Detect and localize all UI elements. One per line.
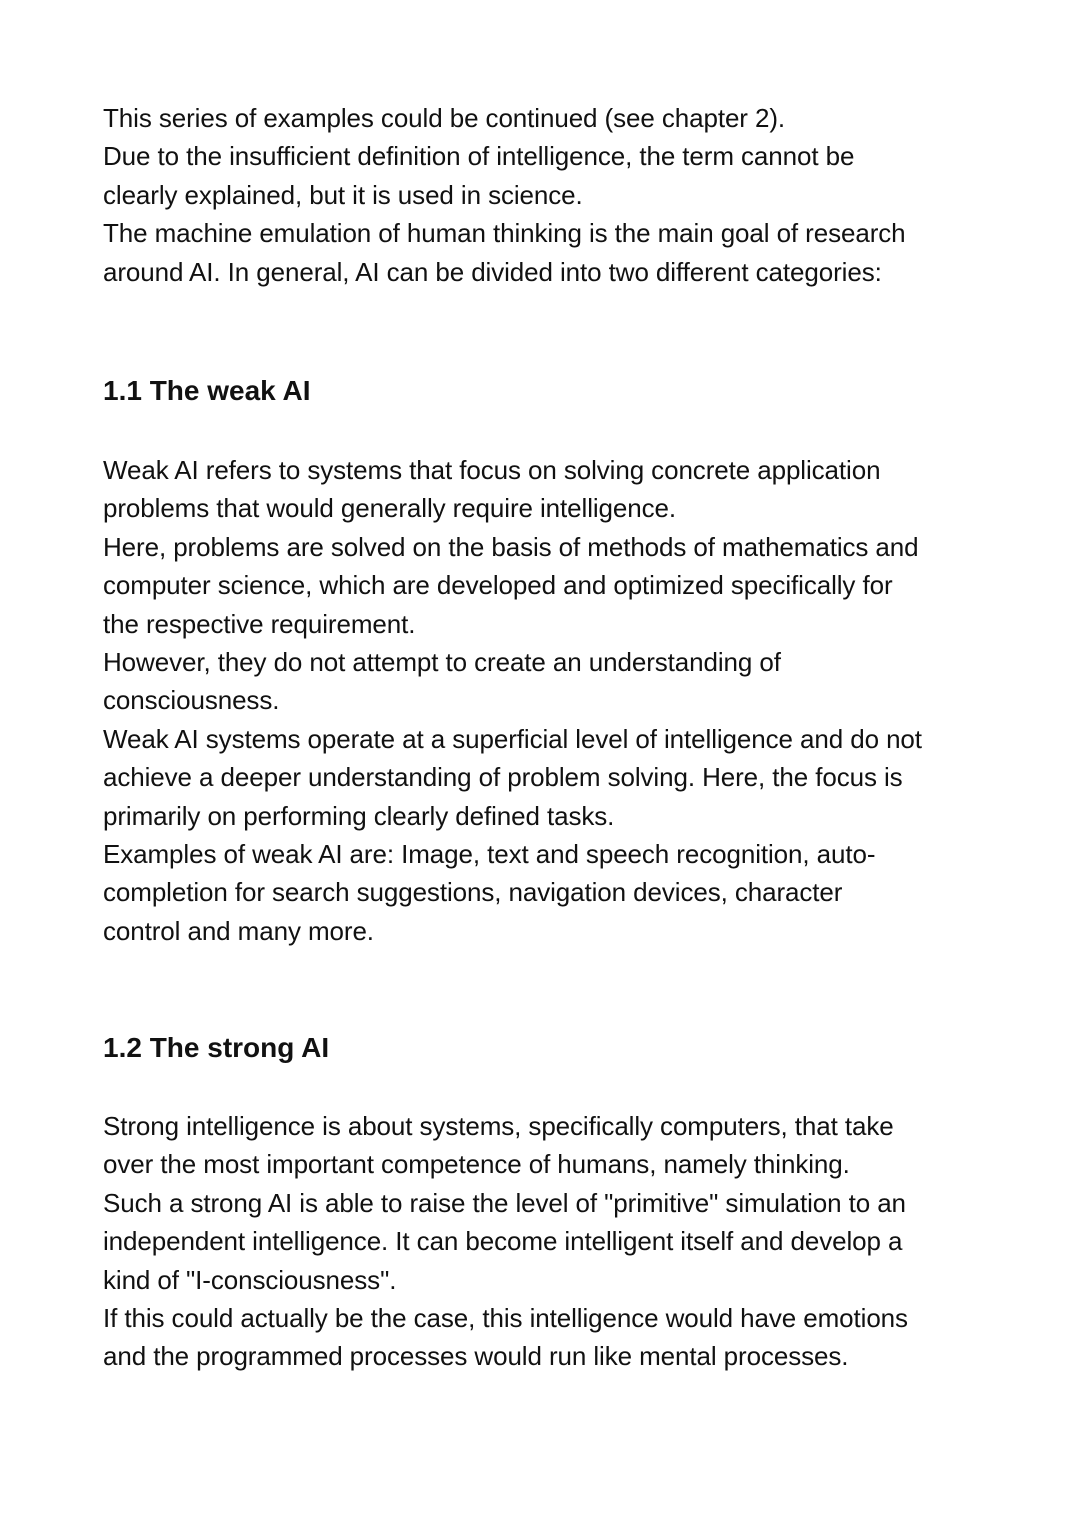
text-line: the respective requirement. xyxy=(103,608,416,639)
text-line: Such a strong AI is able to raise the level of "primitive" simulation to an xyxy=(103,1187,906,1218)
text-line: primarily on performing clearly defined tasks. xyxy=(103,800,615,831)
text-line: This series of examples could be continued (see chapter 2). xyxy=(103,103,786,133)
text-line: completion for search suggestions, navigation devices, character xyxy=(103,877,843,908)
text-line: over the most important competence of humans, namely thinking. xyxy=(103,1149,850,1180)
text-line: The machine emulation of human thinking is the main goal of research xyxy=(103,218,906,249)
text-line: Examples of weak AI are: Image, text and speech recognition, auto- xyxy=(103,838,876,869)
text-line: independent intelligence. It can become intelligent itself and develop a xyxy=(103,1226,903,1257)
text-line: around AI. In general, AI can be divided into two different categories: xyxy=(103,256,882,287)
text-line: computer science, which are developed and optimized specifically for xyxy=(103,570,893,601)
text-line: Strong intelligence is about systems, specifically computers, that take xyxy=(103,1111,894,1141)
text-line: clearly explained, but it is used in science. xyxy=(103,179,583,210)
text-line: However, they do not attempt to create an understanding of xyxy=(103,646,781,677)
intro-paragraph xyxy=(103,99,906,291)
text-line: problems that would generally require intelligence. xyxy=(103,493,677,524)
text-line: If this could actually be the case, this intelligence would have emotions xyxy=(103,1302,908,1333)
section-heading-weak-ai: 1.1 The weak AI xyxy=(103,375,311,406)
text-line: consciousness. xyxy=(103,685,280,716)
text-line: Weak AI refers to systems that focus on solving concrete application xyxy=(103,455,881,485)
text-line: Here, problems are solved on the basis of methods of mathematics and xyxy=(103,531,919,562)
text-line: kind of "I-consciousness". xyxy=(103,1264,397,1295)
strong-ai-paragraph xyxy=(103,1107,908,1376)
text-line: control and many more. xyxy=(103,915,374,946)
section-heading-strong-ai: 1.2 The strong AI xyxy=(103,1032,330,1063)
text-line: achieve a deeper understanding of problem solving. Here, the focus is xyxy=(103,762,903,793)
text-line: and the programmed processes would run like mental processes. xyxy=(103,1341,849,1372)
text-line: Weak AI systems operate at a superficial level of intelligence and do not xyxy=(103,723,922,754)
text-line: Due to the insufficient definition of intelligence, the term cannot be xyxy=(103,141,855,172)
weak-ai-paragraph xyxy=(103,451,922,950)
